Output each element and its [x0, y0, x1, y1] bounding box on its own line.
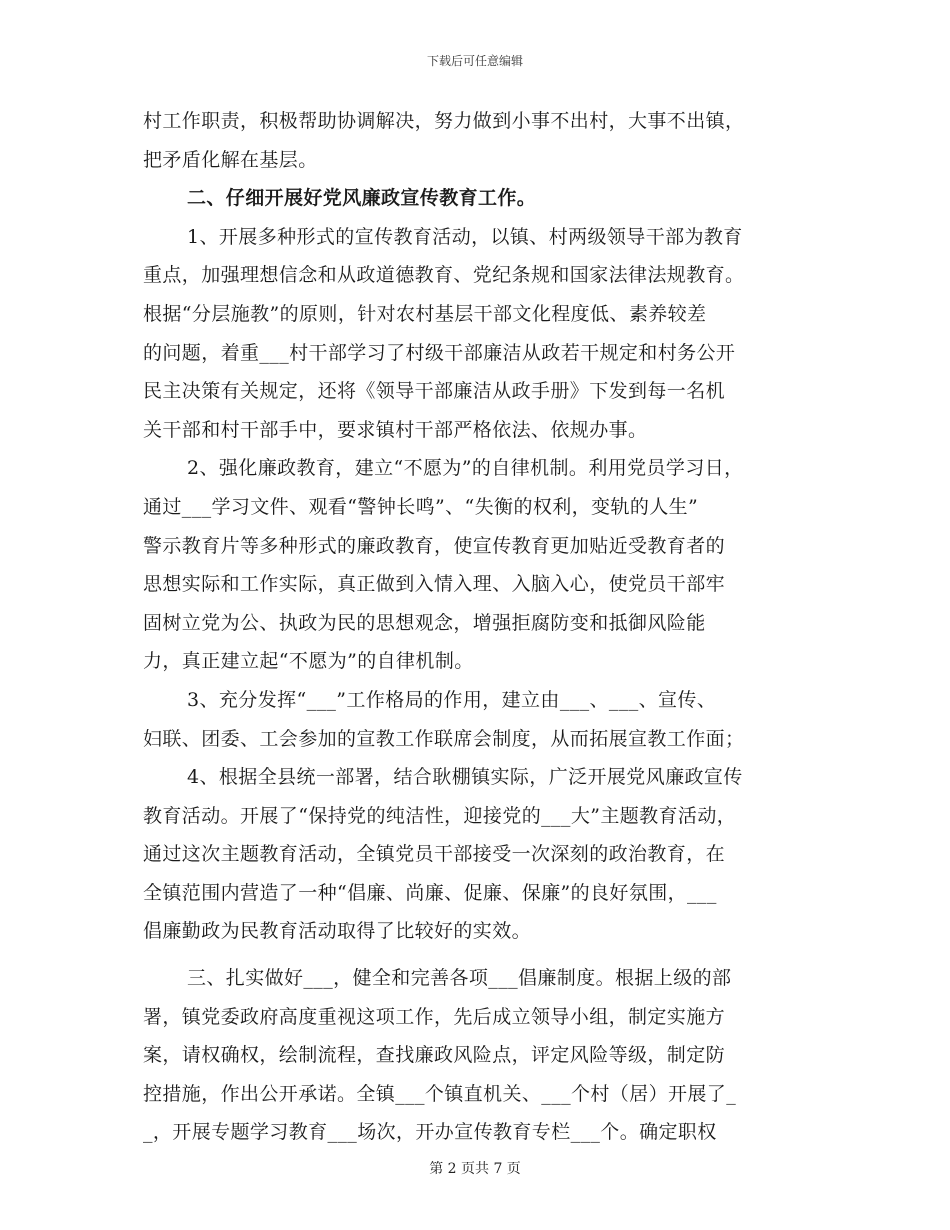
section-heading-3: 三、扎实做好___，健全和完善各项___倡廉制度。根据上级的部: [187, 967, 732, 990]
body-line: 全镇范围内营造了一种“倡廉、尚廉、促廉、保廉”的良好氛围，___: [143, 881, 717, 904]
body-line: 固树立党为公、执政为民的思想观念，增强拒腐防变和抵御风险能: [143, 611, 706, 634]
paragraph-start: 4、根据全县统一部署，结合耿棚镇实际，广泛开展党风廉政宣传: [187, 766, 743, 789]
body-line: 教育活动。开展了“保持党的纯洁性，迎接党的___大”主题教育活动，: [143, 804, 737, 827]
body-line: 通过这次主题教育活动，全镇党员干部接受一次深刻的政治教育，在: [143, 843, 726, 866]
body-line: 重点，加强理想信念和从政道德教育、党纪条规和国家法律法规教育。: [143, 264, 745, 287]
body-line: 关干部和村干部手中，要求镇村干部严格依法、依规办事。: [143, 418, 648, 441]
body-line: 警示教育片等多种形式的廉政教育，使宣传教育更加贴近受教育者的: [143, 534, 726, 557]
body-line: 把矛盾化解在基层。: [143, 148, 318, 171]
page-header: 下载后可任意编辑: [426, 54, 523, 68]
body-line: 力，真正建立起“不愿为”的自律机制。: [143, 650, 474, 673]
paragraph-start: 2、强化廉政教育，建立“不愿为”的自律机制。利用党员学习日，: [187, 457, 744, 480]
paragraph-start: 1、开展多种形式的宣传教育活动，以镇、村两级领导干部为教育: [187, 225, 743, 248]
body-line: 妇联、团委、工会参加的宣教工作联席会制度，从而拓展宣教工作面；: [143, 727, 745, 750]
body-line: 控措施，作出公开承诺。全镇___个镇直机关、___个村（居）开展了_: [143, 1082, 737, 1105]
page-footer: 第 2 页共 7 页: [429, 1161, 521, 1177]
body-line: 通过___学习文件、观看“警钟长鸣”、“失衡的权利，变轨的人生”: [143, 495, 699, 518]
body-line: 村工作职责，积极帮助协调解决，努力做到小事不出村，大事不出镇，: [143, 110, 745, 132]
body-line: 案，请权确权，绘制流程，查找廉政风险点，评定风险等级，制定防: [143, 1044, 726, 1067]
body-line: 根据“分层施教”的原则，针对农村基层干部文化程度低、素养较差: [143, 302, 707, 325]
body-line: 倡廉勤政为民教育活动取得了比较好的实效。: [143, 920, 532, 943]
body-line: 的问题，着重___村干部学习了村级干部廉洁从政若干规定和村务公开: [143, 341, 736, 364]
body-line: 署，镇党委政府高度重视这项工作，先后成立领导小组，制定实施方: [143, 1005, 726, 1028]
body-line: 思想实际和工作实际，真正做到入情入理、入脑入心，使党员干部牢: [143, 573, 726, 596]
body-line: _，开展专题学习教育___场次，开办宣传教育专栏___个。确定职权: [143, 1121, 717, 1144]
body-line: 民主决策有关规定，还将《领导干部廉洁从政手册》下发到每一名机: [143, 380, 726, 403]
section-heading: 二、仔细开展好党风廉政宣传教育工作。: [187, 187, 537, 210]
paragraph-start: 3、充分发挥“___”工作格局的作用，建立由___、___、宣传、: [187, 688, 717, 711]
document-body: [143, 102, 825, 1152]
